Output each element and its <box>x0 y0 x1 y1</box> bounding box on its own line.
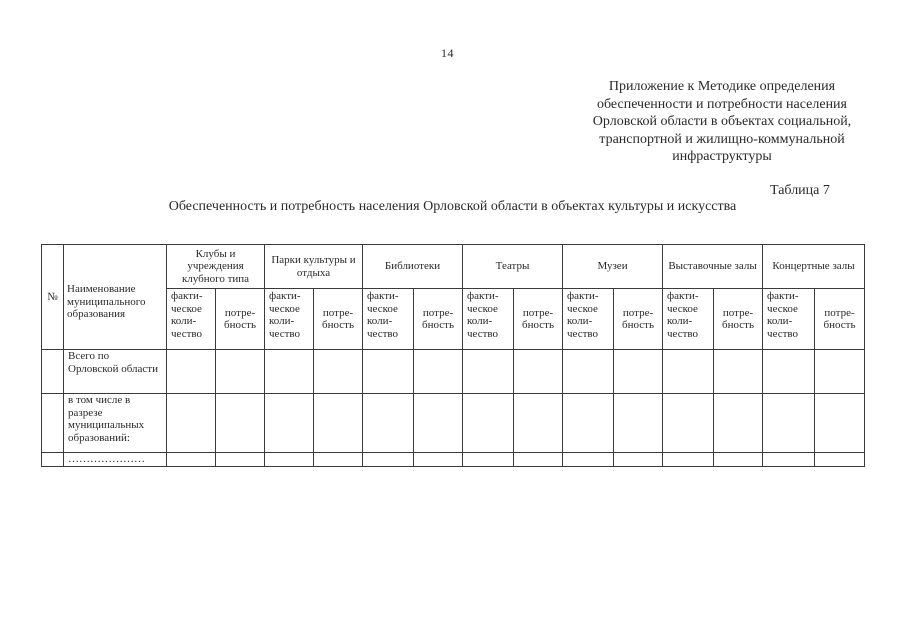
data-cell <box>563 394 614 453</box>
table-row <box>42 394 865 453</box>
data-cell <box>714 350 763 394</box>
header-group-exhibition-halls: Выставочные залы <box>663 245 763 289</box>
data-cell <box>815 453 865 467</box>
data-cell <box>514 350 563 394</box>
data-cell <box>414 453 463 467</box>
row-name-cell: Всего по Орловской области <box>64 350 167 394</box>
data-cell <box>265 394 314 453</box>
table-row <box>42 453 865 467</box>
header-need: потре-бность <box>216 289 265 350</box>
data-cell <box>463 394 514 453</box>
data-cell <box>216 453 265 467</box>
data-cell <box>563 350 614 394</box>
header-municipality-name: Наименование муниципального образования <box>64 245 167 350</box>
header-need: потре-бность <box>815 289 865 350</box>
data-cell <box>663 453 714 467</box>
header-number: № <box>42 245 64 350</box>
data-cell <box>167 350 216 394</box>
appendix-line: транспортной и жилищно-коммунальной <box>599 131 845 147</box>
header-group-concert-halls: Концертные залы <box>763 245 865 289</box>
data-cell <box>265 453 314 467</box>
data-cell <box>314 350 363 394</box>
header-need: потре-бность <box>414 289 463 350</box>
data-cell <box>763 453 815 467</box>
data-cell <box>463 350 514 394</box>
data-cell <box>763 350 815 394</box>
row-number-cell <box>42 350 64 394</box>
header-actual-count: факти-ческое коли-чество <box>265 289 314 350</box>
row-number-cell <box>42 453 64 467</box>
data-cell <box>216 350 265 394</box>
table-label: Таблица 7 <box>770 183 830 198</box>
table-row <box>42 350 865 394</box>
header-group-libraries: Библиотеки <box>363 245 463 289</box>
data-cell <box>514 453 563 467</box>
data-cell <box>614 453 663 467</box>
data-cell <box>216 394 265 453</box>
document-title: Обеспеченность и потребность населения Орловской области в объектах культуры и искусства <box>168 199 737 214</box>
header-need: потре-бность <box>614 289 663 350</box>
data-cell <box>614 394 663 453</box>
row-number-cell <box>42 394 64 453</box>
data-cell <box>663 394 714 453</box>
header-need: потре-бность <box>314 289 363 350</box>
header-actual-count: факти-ческое коли-чество <box>167 289 216 350</box>
data-cell <box>363 394 414 453</box>
header-actual-count: факти-ческое коли-чество <box>663 289 714 350</box>
data-cell <box>463 453 514 467</box>
header-group-parks: Парки культуры и отдыха <box>265 245 363 289</box>
appendix-note <box>572 78 872 166</box>
header-need: потре-бность <box>714 289 763 350</box>
header-group-clubs: Клубы и учреждения клубного типа <box>167 245 265 289</box>
data-cell <box>314 453 363 467</box>
data-cell <box>514 394 563 453</box>
data-cell <box>563 453 614 467</box>
appendix-line: обеспеченности и потребности населения <box>596 96 847 112</box>
data-cell <box>414 394 463 453</box>
header-need: потре-бность <box>514 289 563 350</box>
data-cell <box>663 350 714 394</box>
row-name-cell: ………………… <box>64 453 167 467</box>
data-cell <box>167 453 216 467</box>
data-cell <box>363 453 414 467</box>
header-actual-count: факти-ческое коли-чество <box>463 289 514 350</box>
header-actual-count: факти-ческое коли-чество <box>363 289 414 350</box>
header-actual-count: факти-ческое коли-чество <box>763 289 815 350</box>
culture-facilities-table <box>41 244 865 467</box>
appendix-line: Орловской области в объектах социальной, <box>592 114 852 129</box>
header-group-museums: Музеи <box>563 245 663 289</box>
data-cell <box>815 394 865 453</box>
data-cell <box>714 453 763 467</box>
data-cell <box>714 394 763 453</box>
data-cell <box>265 350 314 394</box>
row-name-cell: в том числе в разрезе муниципальных образований: <box>64 394 167 453</box>
data-cell <box>363 350 414 394</box>
header-actual-count: факти-ческое коли-чество <box>563 289 614 350</box>
data-cell <box>314 394 363 453</box>
data-cell <box>614 350 663 394</box>
header-group-theatres: Театры <box>463 245 563 289</box>
data-cell <box>763 394 815 453</box>
data-cell <box>414 350 463 394</box>
data-cell <box>167 394 216 453</box>
data-cell <box>815 350 865 394</box>
appendix-line: Приложение к Методике определения <box>608 79 836 94</box>
page-number: 14 <box>441 46 454 60</box>
appendix-line: инфраструктуры <box>672 149 772 164</box>
